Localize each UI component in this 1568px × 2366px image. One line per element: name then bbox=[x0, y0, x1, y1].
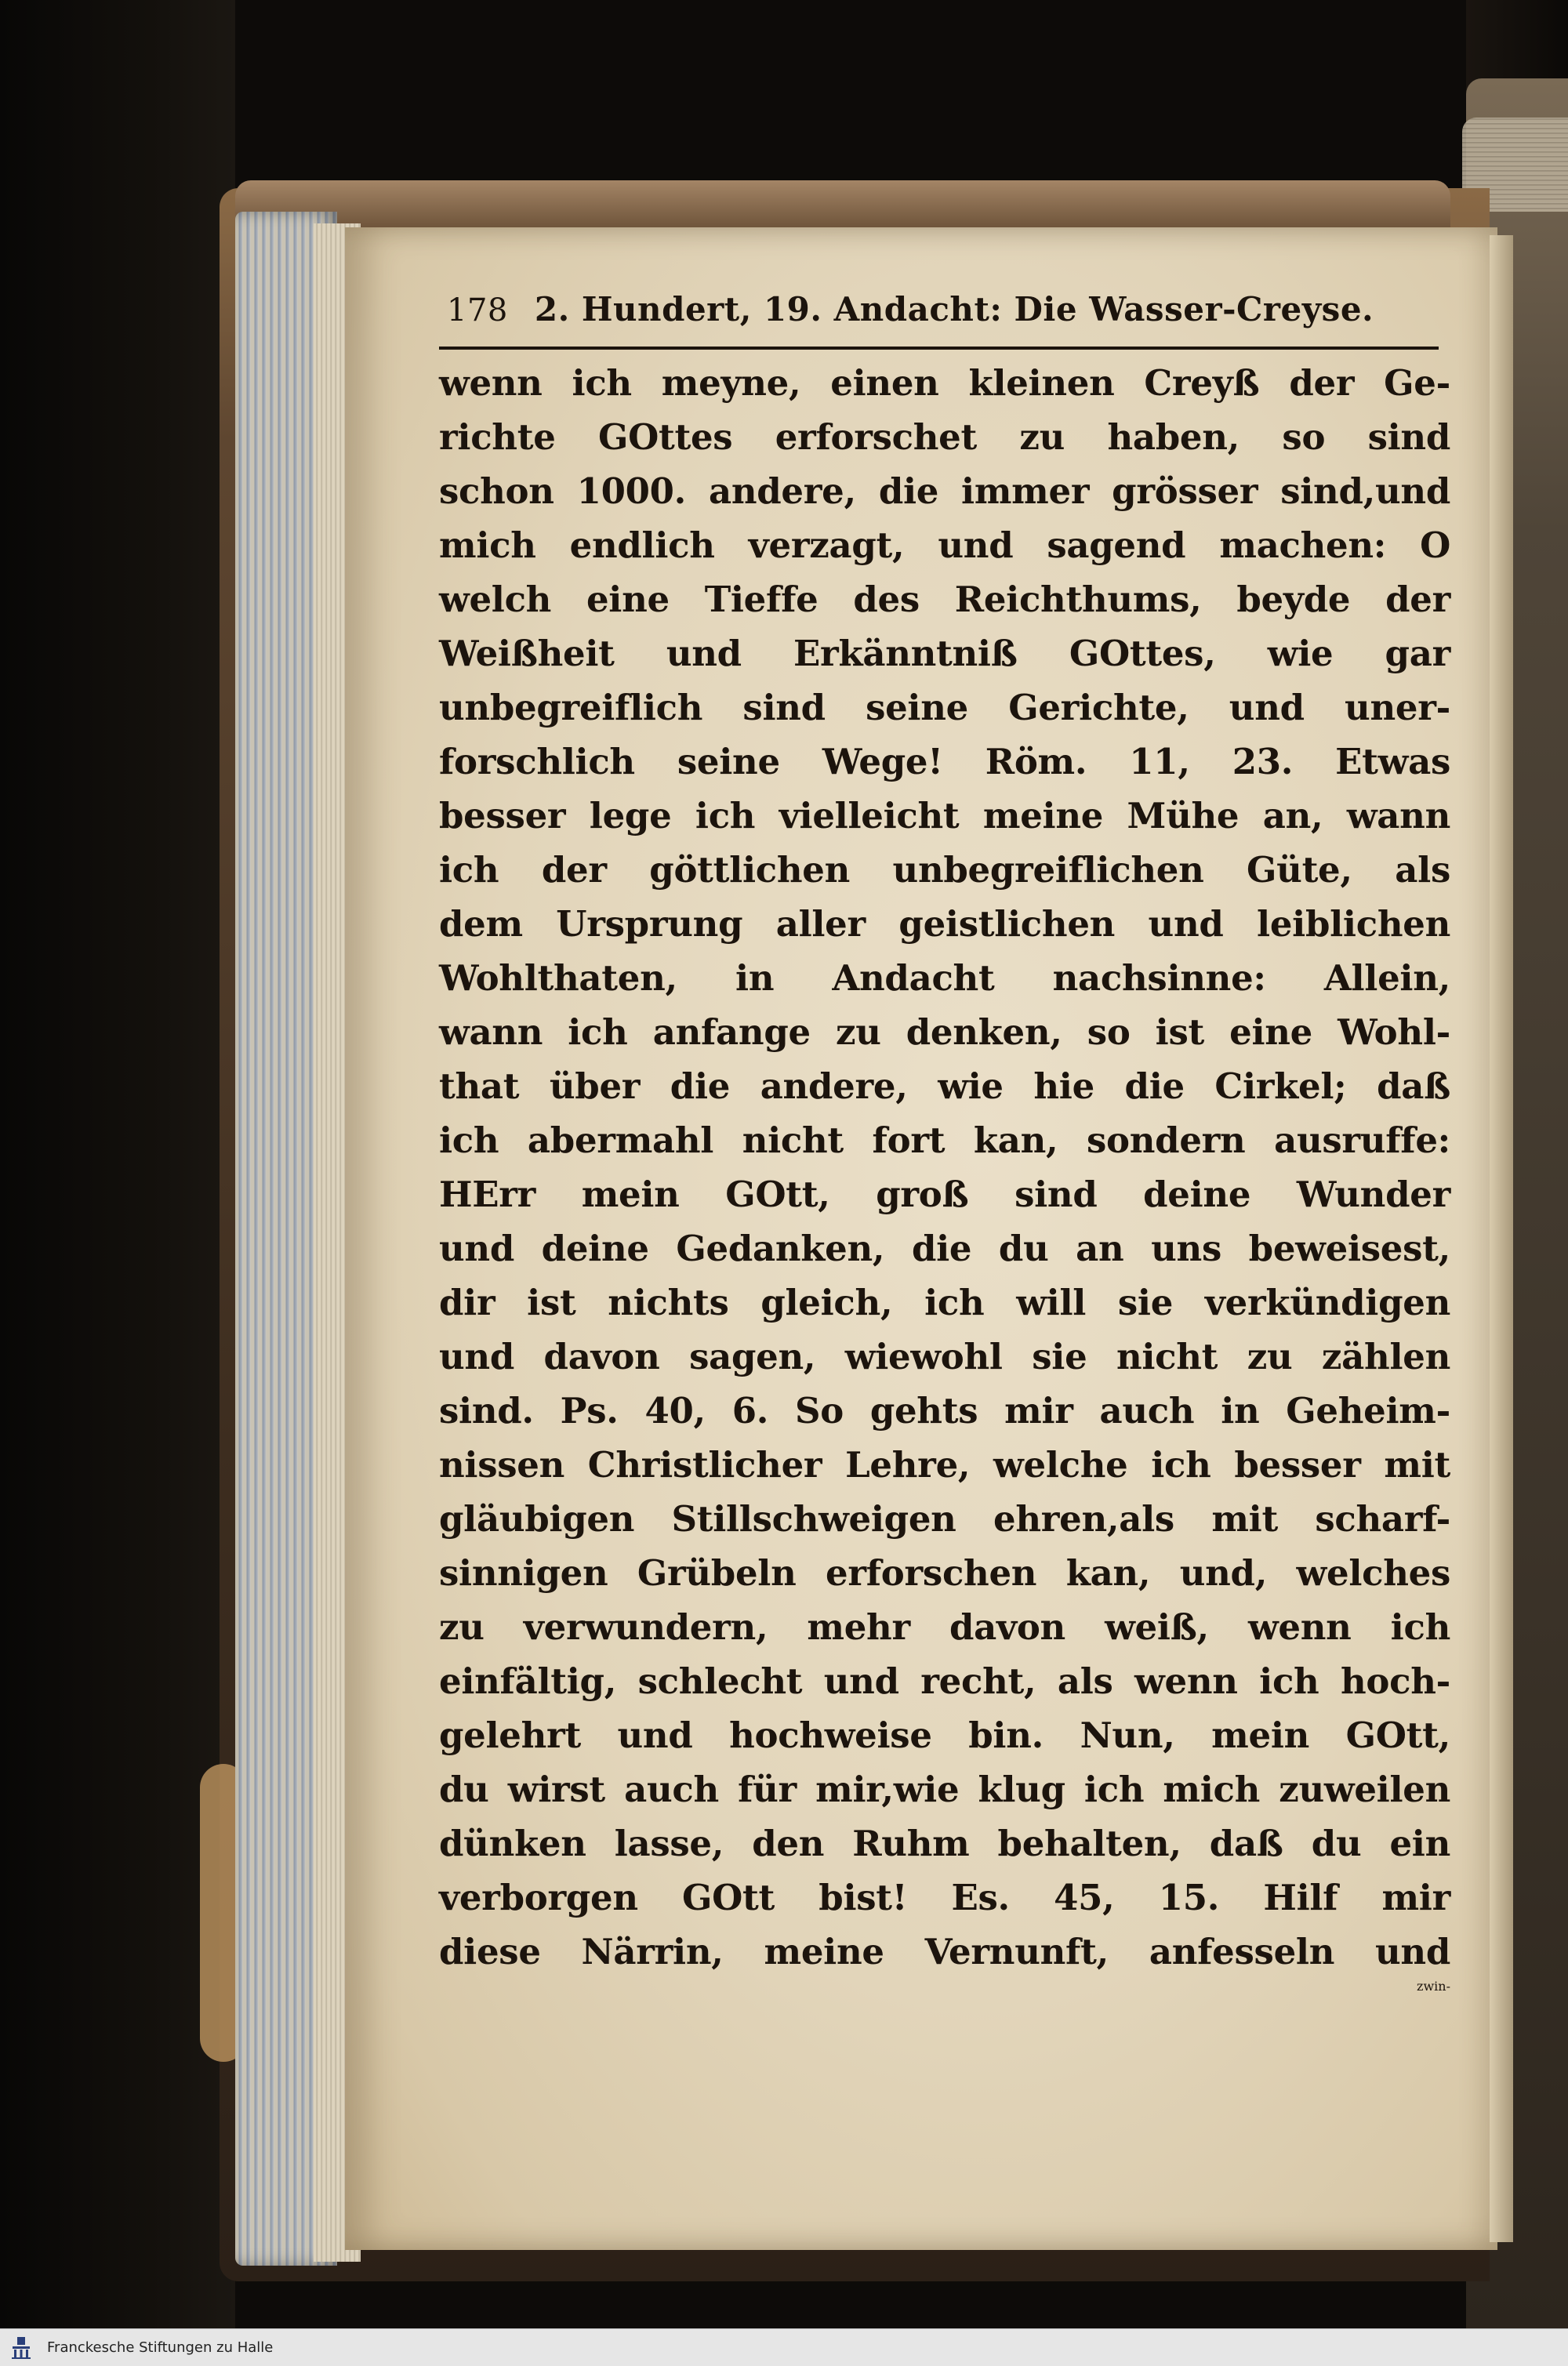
body-text bbox=[439, 356, 1458, 1979]
text-line: wann ich anfange zu denken, so ist eine Wohl- bbox=[439, 1011, 1450, 1053]
text-line: Weißheit und Erkänntniß GOttes, wie gar bbox=[439, 633, 1450, 674]
footer-institution: Franckesche Stiftungen zu Halle bbox=[47, 2339, 274, 2356]
institution-logo-icon bbox=[8, 2335, 34, 2361]
page-number: 178 bbox=[447, 292, 508, 328]
head-rule bbox=[439, 347, 1439, 350]
text-line: und davon sagen, wiewohl sie nicht zu zählen bbox=[439, 1336, 1450, 1377]
text-line: und deine Gedanken, die du an uns beweisest, bbox=[439, 1228, 1450, 1269]
text-line: schon 1000. andere, die immer grösser sind,und bbox=[439, 470, 1450, 512]
text-line: einfältig, schlecht und recht, als wenn ich hoch- bbox=[439, 1660, 1450, 1702]
catchword: zwin- bbox=[1417, 1979, 1450, 1994]
text-line: richte GOttes erforschet zu haben, so sind bbox=[439, 416, 1450, 458]
text-line: unbegreiflich sind seine Gerichte, und uner- bbox=[439, 687, 1450, 728]
text-line: ich der göttlichen unbegreiflichen Güte, als bbox=[439, 849, 1450, 891]
text-line: Wohlthaten, in Andacht nachsinne: Allein, bbox=[439, 957, 1450, 999]
running-head-title: 2. Hundert, 19. Andacht: Die Wasser-Creyse. bbox=[534, 290, 1374, 328]
text-line: diese Närrin, meine Vernunft, anfesseln und bbox=[439, 1931, 1450, 1972]
text-line: forschlich seine Wege! Röm. 11, 23. Etwas bbox=[439, 741, 1450, 782]
text-line: mich endlich verzagt, und sagend machen: O bbox=[439, 524, 1450, 566]
text-line: that über die andere, wie hie die Cirkel; daß bbox=[439, 1065, 1450, 1107]
text-line: verborgen GOtt bist! Es. 45, 15. Hilf mir bbox=[439, 1877, 1450, 1918]
running-head bbox=[439, 290, 1458, 337]
text-line: du wirst auch für mir,wie klug ich mich zuweilen bbox=[439, 1769, 1450, 1810]
text-line: HErr mein GOtt, groß sind deine Wunder bbox=[439, 1174, 1450, 1215]
text-line: ich abermahl nicht fort kan, sondern ausruffe: bbox=[439, 1119, 1450, 1161]
text-line: dir ist nichts gleich, ich will sie verkündigen bbox=[439, 1282, 1450, 1323]
text-line: dem Ursprung aller geistlichen und leiblichen bbox=[439, 903, 1450, 945]
text-line: nissen Christlicher Lehre, welche ich besser mit bbox=[439, 1444, 1450, 1486]
text-line: sind. Ps. 40, 6. So gehts mir auch in Geheim- bbox=[439, 1390, 1450, 1432]
text-line: besser lege ich vielleicht meine Mühe an, wann bbox=[439, 795, 1450, 836]
page-gutter bbox=[1490, 235, 1513, 2242]
page-text-block bbox=[439, 290, 1458, 2033]
text-line: sinnigen Grübeln erforschen kan, und, welches bbox=[439, 1552, 1450, 1594]
book-cover-top-edge bbox=[235, 180, 1450, 227]
text-line: welch eine Tieffe des Reichthums, beyde der bbox=[439, 579, 1450, 620]
text-line: gelehrt und hochweise bin. Nun, mein GOtt, bbox=[439, 1715, 1450, 1756]
text-line: wenn ich meyne, einen kleinen Creyß der Ge- bbox=[439, 362, 1450, 404]
text-line: gläubigen Stillschweigen ehren,als mit scharf- bbox=[439, 1498, 1450, 1540]
footer-bar bbox=[0, 2328, 1568, 2366]
text-line: dünken lasse, den Ruhm behalten, daß du ein bbox=[439, 1823, 1450, 1864]
text-line: zu verwundern, mehr davon weiß, wenn ich bbox=[439, 1606, 1450, 1648]
